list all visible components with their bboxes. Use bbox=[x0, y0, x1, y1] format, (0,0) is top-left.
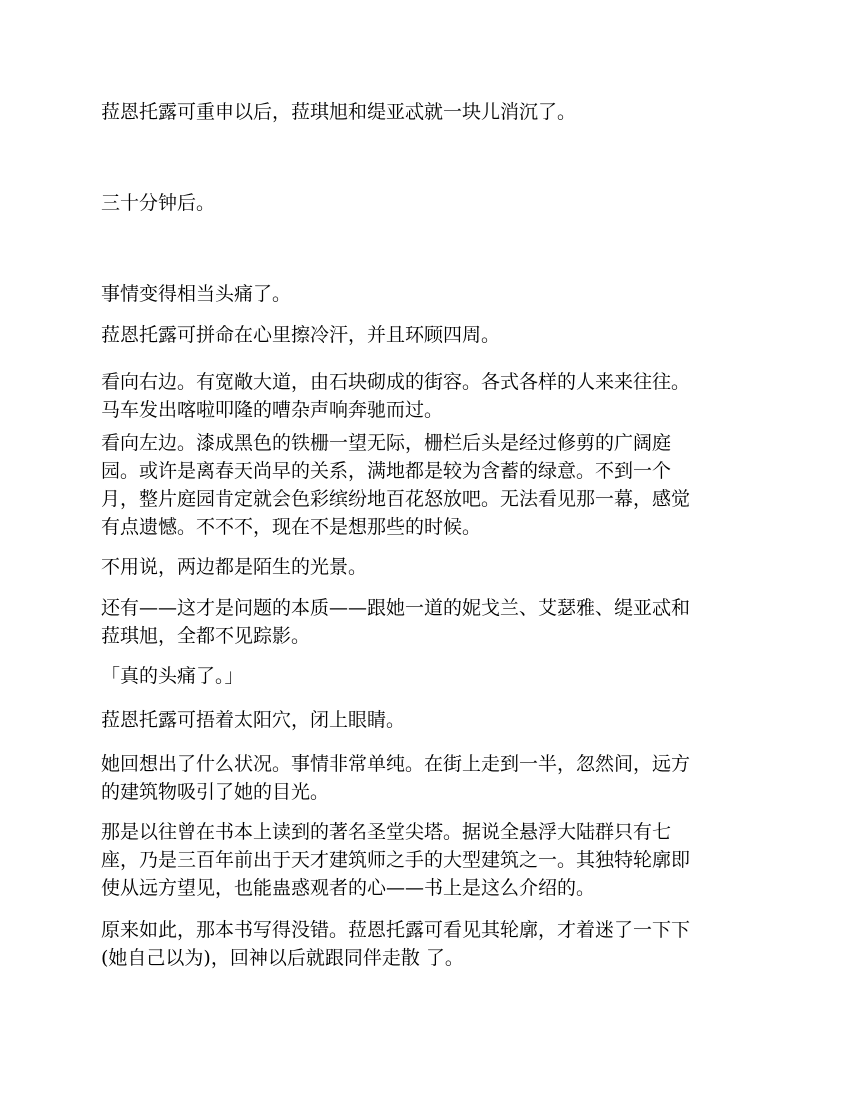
paragraph-2: 三十分钟后。 bbox=[101, 192, 216, 214]
paragraph-3: 事情变得相当头痛了。 bbox=[101, 283, 292, 305]
paragraph-9: 「真的头痛了。」 bbox=[101, 665, 244, 687]
paragraph-12: 那是以往曾在书本上读到的著名圣堂尖塔。据说全悬浮大陆群只有七 座，乃是三百年前出于天才建筑师之手的大型建筑之一。其独特轮廓即 使从远方望见，也能蛊惑观者的心——书上是这么介绍的。 bbox=[101, 821, 691, 899]
paragraph-13: 原来如此，那本书写得没错。菈恩托露可看见其轮廓，才着迷了一下下 (她自己以为)，回神以后就跟同伴走散 了。 bbox=[101, 919, 691, 969]
paragraph-5: 看向右边。有宽敞大道，由石块砌成的街容。各式各样的人来来往往。 马车发出喀啦叩隆的嘈杂声响奔驰而过。 bbox=[101, 371, 691, 421]
paragraph-4: 菈恩托露可拼命在心里擦冷汗，并且环顾四周。 bbox=[101, 324, 501, 346]
paragraph-6: 看向左边。漆成黑色的铁栅一望无际，栅栏后头是经过修剪的广阔庭 园。或许是离春天尚早的关系，满地都是较为含蓄的绿意。不到一个 月，整片庭园肯定就会色彩缤纷地百花怒放吧。无法看见那一幕，感觉 有点遗憾。不不不，现在不是想那些的时候。 bbox=[101, 432, 691, 538]
paragraph-11: 她回想出了什么状况。事情非常单纯。在街上走到一半，忽然间，远方 的建筑物吸引了她的目光。 bbox=[101, 753, 691, 803]
paragraph-7: 不用说，两边都是陌生的光景。 bbox=[101, 556, 368, 578]
paragraph-1: 菈恩托露可重申以后，菈琪旭和缇亚忒就一块儿消沉了。 bbox=[101, 101, 577, 123]
paragraph-8: 还有——这才是问题的本质——跟她一道的妮戈兰、艾瑟雅、缇亚忒和 菈琪旭，全都不见踪影。 bbox=[101, 597, 691, 647]
paragraph-10: 菈恩托露可捂着太阳穴，闭上眼睛。 bbox=[101, 709, 406, 731]
